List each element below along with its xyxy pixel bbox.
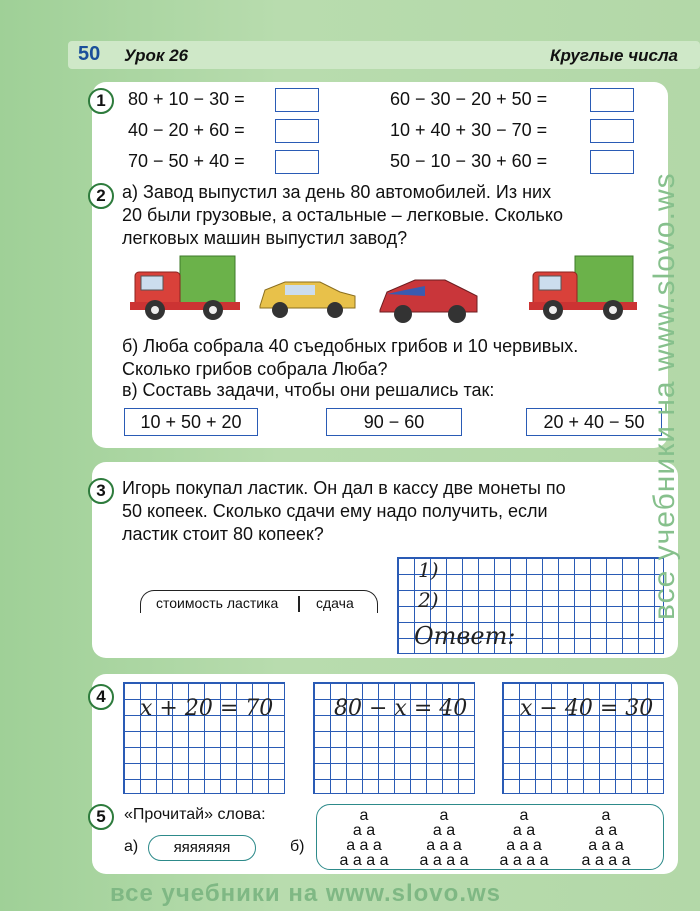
answer-box-5[interactable] bbox=[590, 119, 634, 143]
answer-box-1[interactable] bbox=[275, 88, 319, 112]
expr-3: 70 − 50 + 40 = bbox=[128, 151, 245, 171]
task-2-number: 2 bbox=[88, 183, 114, 209]
label-change: сдача bbox=[316, 595, 354, 611]
page-number: 50 bbox=[78, 43, 101, 65]
task-2b-line-1: б) Люба собрала 40 съедобных грибов и 10 червивых. bbox=[122, 336, 579, 356]
equation-1: x + 20 = 70 bbox=[140, 696, 274, 721]
task-1-number: 1 bbox=[88, 88, 114, 114]
letter-pyramid: а а а а а а а а а а bbox=[339, 807, 389, 869]
expr-2: 40 − 20 + 60 = bbox=[128, 120, 245, 140]
answer-box-3[interactable] bbox=[275, 150, 319, 174]
expr-box-2: 90 − 60 bbox=[326, 408, 462, 436]
vehicles-illustration bbox=[125, 250, 645, 330]
task-5b-label: б) bbox=[290, 838, 305, 855]
topic-title: Круглые числа bbox=[550, 46, 678, 65]
task-2c-line: в) Составь задачи, чтобы они решались так: bbox=[122, 380, 495, 400]
lesson-title: Урок 26 bbox=[124, 46, 189, 65]
answer-box-6[interactable] bbox=[590, 150, 634, 174]
task-5-number: 5 bbox=[88, 804, 114, 830]
truck-icon bbox=[529, 256, 637, 320]
car-icon bbox=[260, 282, 355, 318]
truck-icon bbox=[130, 256, 240, 320]
hand-step-2: 2) bbox=[418, 588, 439, 612]
expr-box-3: 20 + 40 − 50 bbox=[526, 408, 662, 436]
task-2a-line-3: легковых машин выпустил завод? bbox=[122, 228, 408, 248]
word-pill: яяяяяяя bbox=[148, 835, 256, 861]
side-watermark: все учебники на www.slovo.ws bbox=[648, 172, 681, 620]
bottom-watermark: все учебники на www.slovo.ws bbox=[110, 880, 501, 907]
task-3-line-3: ластик стоит 80 копеек? bbox=[122, 524, 324, 544]
equation-3: x − 40 = 30 bbox=[520, 696, 654, 721]
expr-6: 50 − 10 − 30 + 60 = bbox=[390, 151, 548, 171]
label-cost: стоимость ластика bbox=[156, 595, 279, 611]
task-3-number: 3 bbox=[88, 478, 114, 504]
expr-5: 10 + 40 + 30 − 70 = bbox=[390, 120, 548, 140]
task-5-title: «Прочитай» слова: bbox=[124, 806, 266, 823]
equation-2: 80 − x = 40 bbox=[334, 696, 468, 721]
letter-pyramid: а а а а а а а а а а bbox=[419, 807, 469, 869]
expr-box-1: 10 + 50 + 20 bbox=[124, 408, 258, 436]
letter-pyramid: а а а а а а а а а а bbox=[499, 807, 549, 869]
answer-box-4[interactable] bbox=[590, 88, 634, 112]
hand-step-1: 1) bbox=[418, 558, 439, 582]
hand-answer: Ответ: bbox=[414, 622, 516, 650]
car-icon bbox=[380, 280, 477, 323]
task-3-line-2: 50 копеек. Сколько сдачи ему надо получить, если bbox=[122, 501, 548, 521]
task-3-line-1: Игорь покупал ластик. Он дал в кассу две монеты по bbox=[122, 478, 566, 498]
answer-box-2[interactable] bbox=[275, 119, 319, 143]
task-2b-line-2: Сколько грибов собрала Люба? bbox=[122, 359, 388, 379]
segment-divider bbox=[298, 596, 300, 612]
letter-pyramid: а а а а а а а а а а bbox=[581, 807, 631, 869]
task-2a-line-1: а) Завод выпустил за день 80 автомобилей. Из них bbox=[122, 182, 552, 202]
expr-4: 60 − 30 − 20 + 50 = bbox=[390, 89, 548, 109]
task-5a-label: а) bbox=[124, 838, 139, 855]
task-2a-line-2: 20 были грузовые, а остальные – легковые. Сколько bbox=[122, 205, 563, 225]
task-4-number: 4 bbox=[88, 684, 114, 710]
expr-1: 80 + 10 − 30 = bbox=[128, 89, 245, 109]
